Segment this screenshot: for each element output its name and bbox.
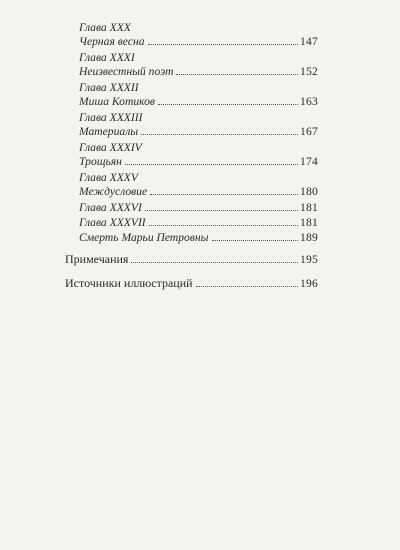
toc-entry xyxy=(79,155,318,169)
dot-leader xyxy=(145,210,298,211)
toc-entry-page: 181 xyxy=(300,216,318,229)
toc-entry-title: Примечания xyxy=(65,252,129,266)
toc-entry xyxy=(79,95,318,109)
toc-entry-page: 189 xyxy=(300,231,318,244)
toc-entry-title: Неизвестный поэт xyxy=(79,65,174,78)
toc-entry-page: 181 xyxy=(300,201,318,214)
dot-leader xyxy=(148,44,299,45)
toc-entry-title: Миша Котиков xyxy=(79,95,155,108)
toc-section-entry xyxy=(65,276,318,291)
toc-entry-page: 196 xyxy=(300,277,318,290)
toc-entry-title: Междусловие xyxy=(79,185,148,198)
toc-entry-page: 152 xyxy=(300,65,318,78)
dot-leader xyxy=(141,134,298,135)
chapter-heading: Глава XXXIII xyxy=(79,111,143,124)
toc-entry xyxy=(79,65,318,79)
dot-leader xyxy=(158,104,298,105)
toc-entry xyxy=(79,185,318,199)
dot-leader xyxy=(196,286,298,287)
chapter-heading: Глава XXXIV xyxy=(79,141,142,154)
chapter-heading: Глава XXXI xyxy=(79,51,135,64)
toc-entry-title: Источники иллюстраций xyxy=(65,276,193,290)
toc-entry-title: Смерть Марьи Петровны xyxy=(79,231,209,244)
toc-entry-title: Черная весна xyxy=(79,35,145,48)
chapter-heading: Глава XXXV xyxy=(79,171,138,184)
toc-entry-page: 174 xyxy=(300,155,318,168)
toc-entry-page: 167 xyxy=(300,125,318,138)
dot-leader xyxy=(150,194,298,195)
dot-leader xyxy=(149,225,298,226)
dot-leader xyxy=(176,74,298,75)
toc-entry-page: 180 xyxy=(300,185,318,198)
dot-leader xyxy=(131,262,298,263)
toc-entry-page: 147 xyxy=(300,35,318,48)
toc-entry-title: Глава XXXVI xyxy=(79,201,142,214)
toc-entry-page: 195 xyxy=(300,253,318,266)
toc-entry xyxy=(79,231,318,245)
dot-leader xyxy=(125,164,298,165)
toc-entry-page: 163 xyxy=(300,95,318,108)
toc-entry-title: Трощьян xyxy=(79,155,122,168)
dot-leader xyxy=(212,240,299,241)
toc-section-entry xyxy=(65,252,318,267)
chapter-heading: Глава XXX xyxy=(79,21,131,34)
toc-entry xyxy=(79,125,318,139)
toc-entry xyxy=(79,201,318,215)
toc-entry xyxy=(79,216,318,230)
toc-entry-title: Материалы xyxy=(79,125,139,138)
chapter-heading: Глава XXXII xyxy=(79,81,139,94)
toc-entry xyxy=(79,35,318,49)
toc-entry-title: Глава XXXVII xyxy=(79,216,146,229)
